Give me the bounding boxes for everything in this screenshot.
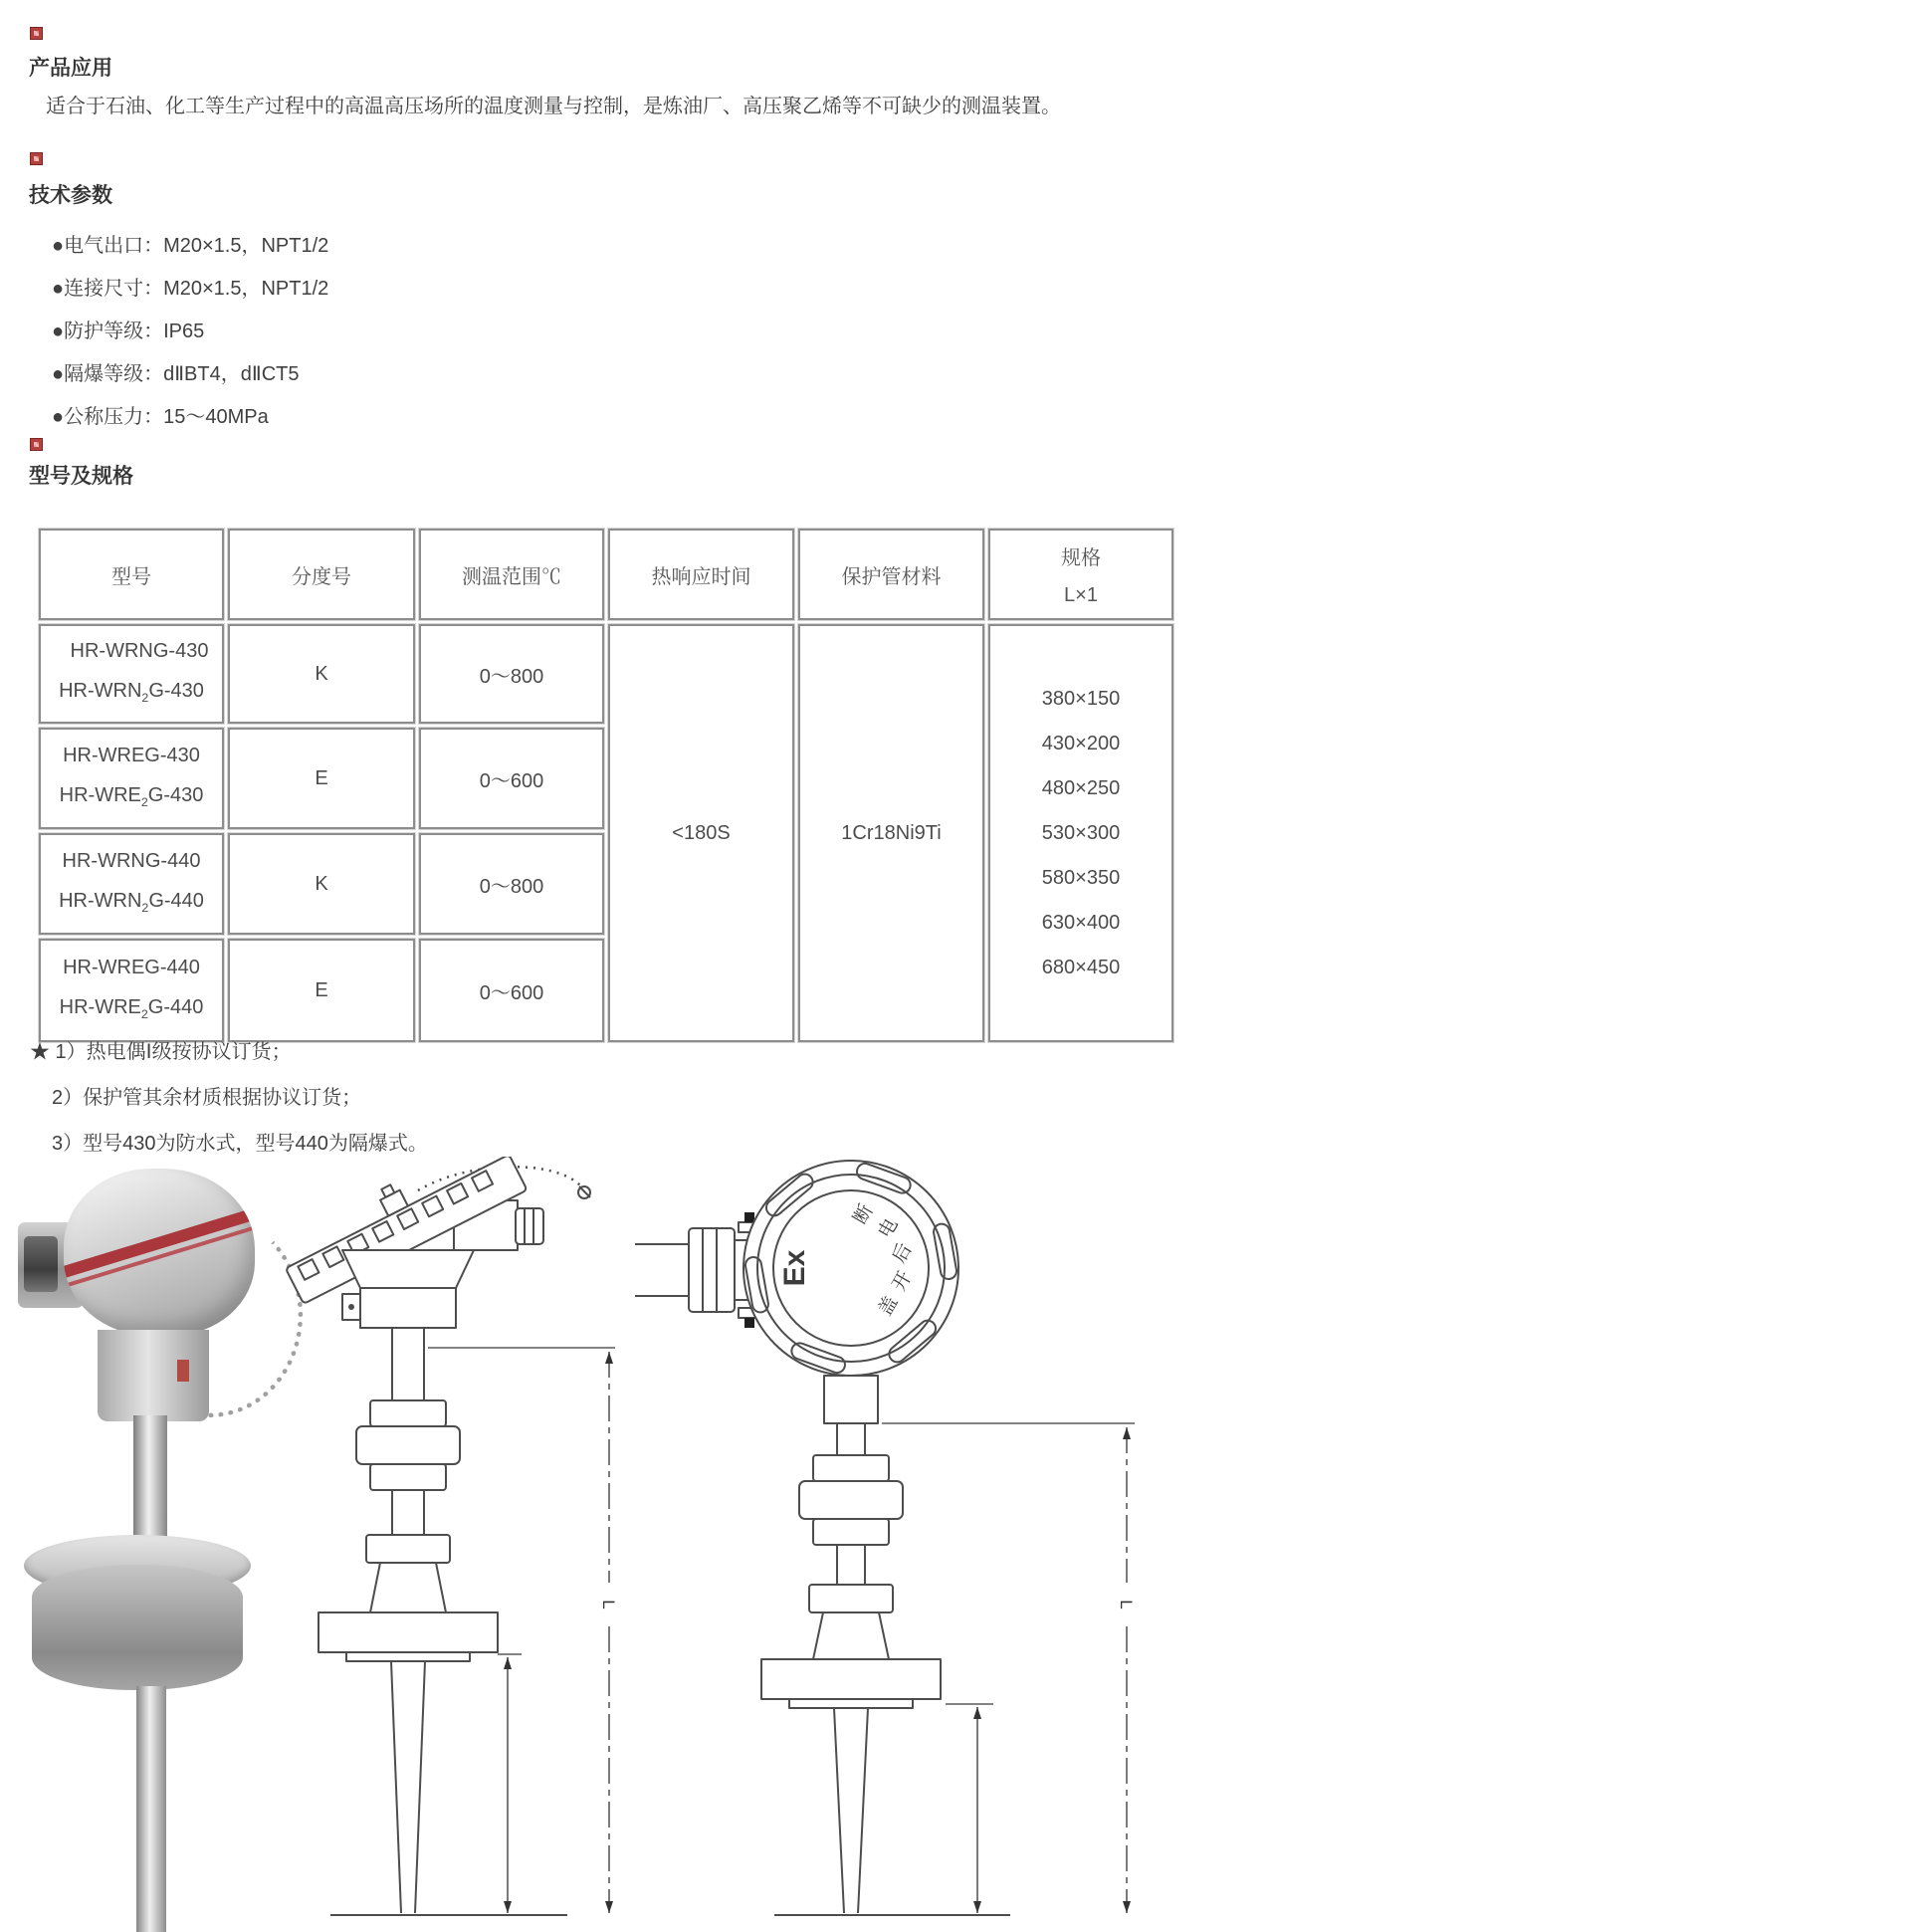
junction-block xyxy=(360,1288,456,1328)
spec-size: 530×300 xyxy=(1041,821,1121,844)
head-neck xyxy=(98,1330,209,1421)
spec-size: 480×250 xyxy=(1041,776,1121,799)
flange-plate xyxy=(761,1659,941,1699)
col-header-model: 型号 xyxy=(39,529,224,620)
model-line: HR-WREG-440 xyxy=(63,956,200,978)
table-header-row xyxy=(39,529,1173,620)
range-cell: 0～600 xyxy=(419,728,604,829)
union-nut-bottom xyxy=(370,1464,446,1490)
connector-hex-end xyxy=(516,1208,543,1244)
graduation-cell: E xyxy=(228,728,415,829)
model-cell xyxy=(39,728,224,829)
head-neck xyxy=(824,1376,878,1423)
section-marker-icon xyxy=(30,27,43,40)
section-title-parameters: 技术参数 xyxy=(29,184,112,207)
union-nut-top xyxy=(370,1400,446,1426)
model-line: HR-WRNG-430 xyxy=(70,639,209,662)
col-header-spec-line2: L×1 xyxy=(1064,584,1098,606)
side-hex-cap xyxy=(689,1228,735,1312)
union-nut-bottom xyxy=(813,1519,889,1545)
spec-size: 380×150 xyxy=(1041,687,1121,710)
flange-underplate xyxy=(789,1699,913,1708)
flange-body xyxy=(32,1565,243,1690)
dimension-arrowheads xyxy=(504,1352,613,1913)
union-nut-middle xyxy=(356,1426,460,1464)
spec-table xyxy=(35,525,1177,1046)
cover-char: 后 xyxy=(888,1239,917,1267)
model-cell xyxy=(39,624,224,724)
section-marker-icon xyxy=(30,438,43,451)
model-line: HR-WRNG-440 xyxy=(62,849,201,872)
material-cell: 1Cr18Ni9Ti xyxy=(798,624,984,1042)
flange-underplate xyxy=(346,1652,470,1661)
terminal-head xyxy=(64,1169,255,1336)
model-line: $HR-WRN_2G-440$ xyxy=(59,889,204,915)
graduation-cell: K xyxy=(228,833,415,935)
union-nut-top xyxy=(813,1455,889,1481)
cover-char: 开 xyxy=(888,1267,917,1295)
application-body: 适合于石油、化工等生产过程中的高温高压场所的温度测量与控制，是炼油厂、高压聚乙烯等不可缺少的测温装置。 xyxy=(46,96,1061,117)
section-marker-icon xyxy=(30,152,43,165)
parameter-item: ●电气出口：M20×1.5，NPT1/2 xyxy=(52,235,329,257)
range-cell: 0～800 xyxy=(419,624,604,724)
model-line: $HR-WRE_2G-440$ xyxy=(59,995,204,1021)
col-header-range: 测温范围℃ xyxy=(419,529,604,620)
explosion-proof-cover xyxy=(743,1161,958,1376)
model-cell xyxy=(39,939,224,1042)
lower-nut xyxy=(809,1585,893,1612)
range-cell: 0～800 xyxy=(419,833,604,935)
lower-nut xyxy=(366,1535,450,1563)
col-header-spec xyxy=(988,529,1173,620)
spec-size: 680×450 xyxy=(1041,956,1121,978)
tapered-probe xyxy=(834,1708,844,1913)
col-header-response: 热响应时间 xyxy=(608,529,794,620)
flange-plate xyxy=(318,1612,498,1652)
spec-size: 580×350 xyxy=(1041,866,1121,889)
union-nut-middle xyxy=(799,1481,903,1519)
model-line: $HR-WRN_2G-430$ xyxy=(59,679,204,705)
dimension-label-L: L xyxy=(599,1600,618,1610)
dimension-label-L: L xyxy=(1117,1600,1136,1610)
drawing-explosion-proof-type-440 xyxy=(627,1157,1155,1932)
dimension-arrowheads xyxy=(973,1427,1131,1913)
probe xyxy=(136,1686,166,1932)
col-header-spec-line1: 规格 xyxy=(1061,547,1101,569)
spec-sizes-cell xyxy=(988,624,1173,1042)
parameter-item: ●公称压力：15～40MPa xyxy=(52,406,269,428)
red-stripe xyxy=(64,1196,255,1283)
graduation-cell: E xyxy=(228,939,415,1042)
cone-mount xyxy=(370,1563,446,1612)
section-title-application: 产品应用 xyxy=(29,57,112,80)
cone-mount xyxy=(813,1612,889,1659)
thermocouple-photo xyxy=(10,1165,267,1932)
ex-marking: Ex xyxy=(777,1249,811,1287)
stem xyxy=(133,1415,167,1545)
model-line: $HR-WRE_2G-430$ xyxy=(59,783,204,809)
col-header-graduation: 分度号 xyxy=(228,529,415,620)
section-title-models: 型号及规格 xyxy=(29,465,133,488)
model-line: HR-WREG-430 xyxy=(63,744,200,766)
note-item: 2）保护管其余材质根据协议订货； xyxy=(52,1087,362,1109)
parameter-item: ●隔爆等级：dⅡBT4，dⅡCT5 xyxy=(52,363,300,385)
spec-size: 630×400 xyxy=(1041,911,1121,934)
spec-size: 430×200 xyxy=(1041,732,1121,754)
range-cell: 0～600 xyxy=(419,939,604,1042)
model-cell xyxy=(39,833,224,935)
head-body xyxy=(342,1250,474,1288)
note-item: ★ 1）热电偶Ⅰ级按协议订货； xyxy=(30,1041,292,1063)
parameter-item: ●防护等级：IP65 xyxy=(52,321,205,342)
red-label xyxy=(177,1360,189,1382)
response-time-cell: <180S xyxy=(608,624,794,1042)
drawing-waterproof-type-430 xyxy=(271,1157,619,1932)
device-outline xyxy=(274,1157,590,1915)
col-header-material: 保护管材料 xyxy=(798,529,984,620)
cover-char: 电 xyxy=(874,1214,903,1242)
tapered-probe xyxy=(391,1661,401,1913)
note-item: 3）型号430为防水式，型号440为隔爆式。 xyxy=(52,1133,428,1155)
cover-char: 盖 xyxy=(874,1292,903,1320)
cover-char: 断 xyxy=(849,1200,878,1228)
device-outline xyxy=(635,1161,1010,1915)
graduation-cell: K xyxy=(228,624,415,724)
table-row xyxy=(39,624,1173,724)
parameter-item: ●连接尺寸：M20×1.5，NPT1/2 xyxy=(52,278,329,300)
